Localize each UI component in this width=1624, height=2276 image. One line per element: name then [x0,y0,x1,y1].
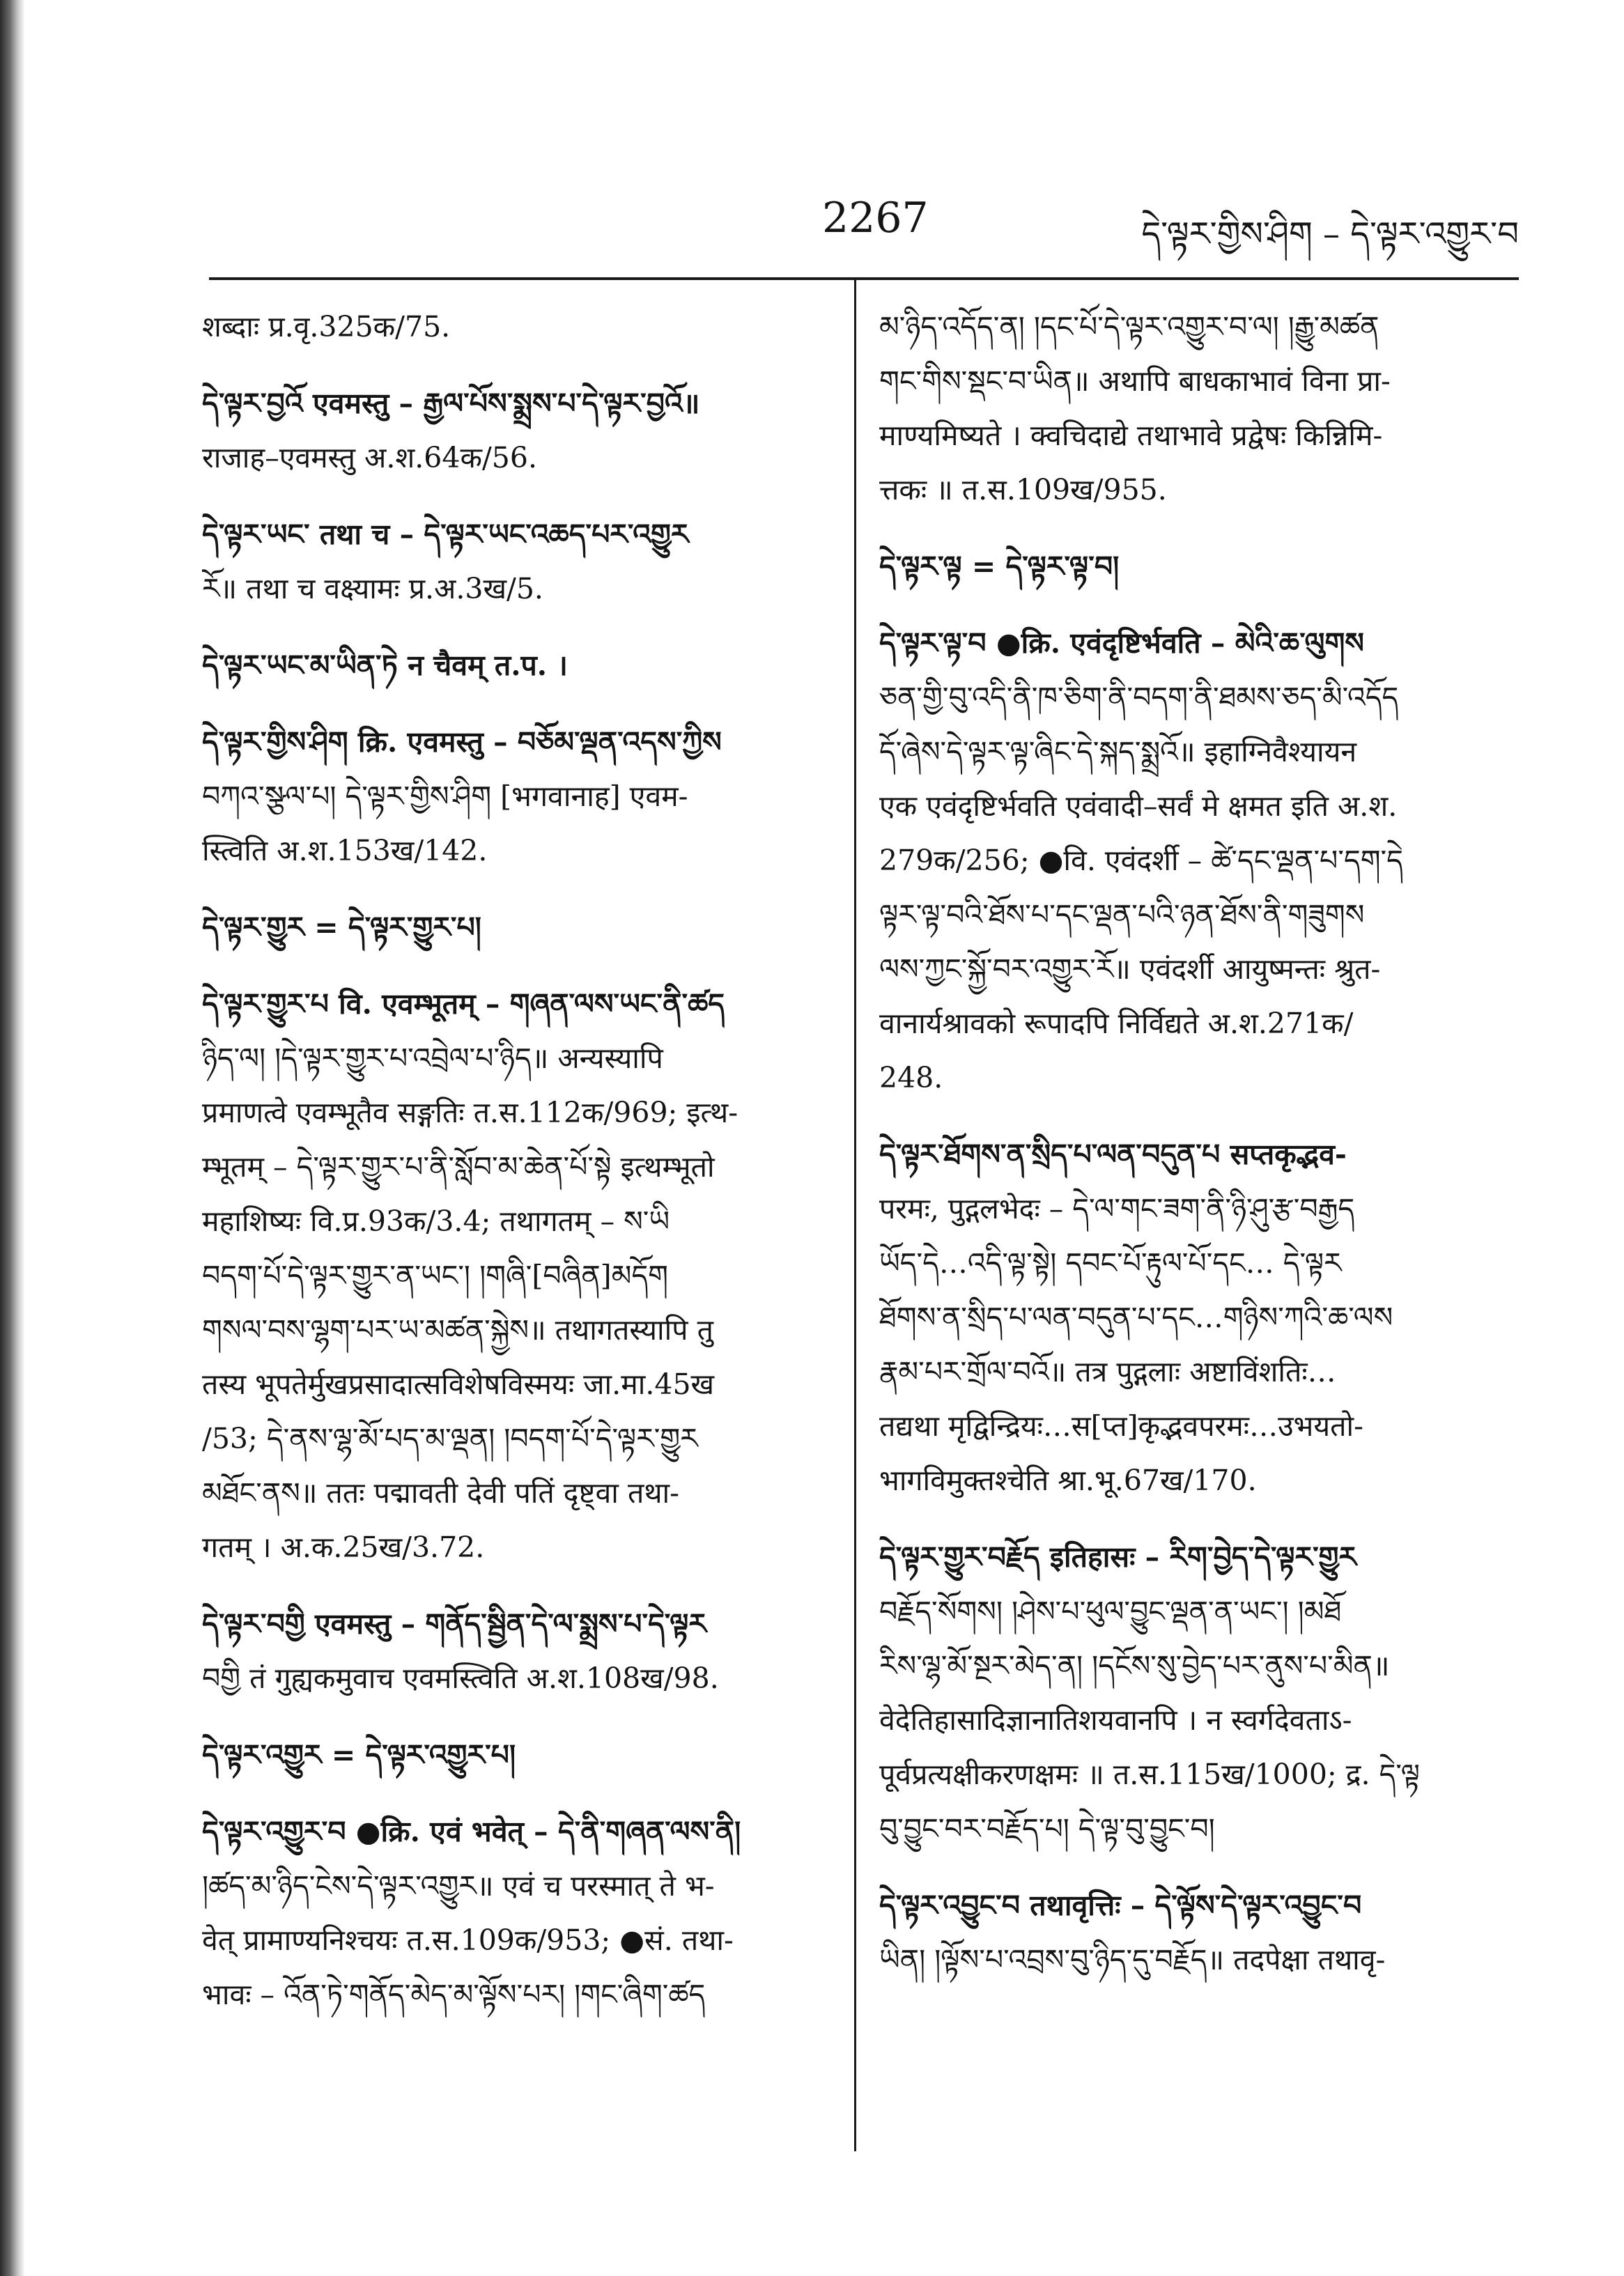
entry-headword-line: དེ་ལྟར་ལྟ = དེ་ལྟར་ལྟ་བ། [879,550,1120,583]
entry-headword-line: དེ་ལྟར་བྱའོ एवमस्तु – རྒྱལ་པོས་སྨྲས་པ་དེ་ལྟར་བྱའོ॥ [202,387,700,420]
entry-text-line: རིས་ལྷ་མོ་སྔར་མེད་ན། །དངོས་སུ་བྱེད་པར་ནུས་པ་མིན॥ [879,1649,1390,1682]
entry-text-line: शब्दाः प्र.वृ.325क/75. [202,310,451,343]
entry-text-line: །ཚད་མ་ཉིད་ངེས་དེ་ལྟར་འགྱུར॥ एवं च परस्मात् ते भ- [202,1869,715,1903]
entry-text-line: भागविमुक्तश्चेति श्रा.भू.67ख/170. [879,1464,1257,1497]
entry-headword-line: དེ་ལྟར་ཡང་མ་ཡིན་ཏེ न चैवम् त.प. । [202,649,568,682]
entry-headword-line: དེ་ལྟར་ཐོགས་ན་སྲིད་པ་ལན་བདུན་པ सप्तकृद्भव- [879,1138,1347,1171]
entry-text-line: वेदेतिहासादिज्ञानातिशयवानपि । न स्वर्गदेवताऽ- [879,1703,1352,1737]
entry-text-line: ལྟར་ལྟ་བའི་ཐོས་པ་དང་ལྡན་པའི་ཉན་ཐོས་ནི་གཟུགས [879,898,1365,931]
entry-text-line: བཀའ་སྩལ་པ། དེ་ལྟར་གྱིས་ཤིག [भगवानाह] एवम- [202,780,688,813]
entry-text-line: རྣམ་པར་གྲོལ་བའོ॥ तत्र पुद्गलाः अष्टाविंशतिः… [879,1355,1336,1388]
entry-text-line: གང་གིས་སྡང་བ་ཡིན॥ अथापि बाधकाभावं विना प्रा- [879,364,1391,398]
entry-text-line: བདག་པོ་དེ་ལྟར་གྱུར་ན་ཡང་། །གཞི་[བཞིན]མདོག [202,1259,669,1292]
page-number: 2267 [822,194,929,242]
entry-text-line: ཐོགས་ན་སྲིད་པ་ལན་བདུན་པ་དང…གཉིས་ཀའི་ཆ་ལས [879,1301,1393,1334]
entry-text-line: ལས་ཀྱང་སྐྱོ་བར་འགྱུར་རོ॥ एवंदर्शी आयुष्मन्तः श्रुत- [879,952,1381,986]
entry-text-line: भावः – འོན་ཏེ་གནོད་མེད་མ་ལྟོས་པར། །གང་ཞིག་ཚད [202,1978,706,2011]
entry-text-line: བགྱི तं गुह्यकमुवाच एवमस्त्विति अ.श.108ख/98. [202,1662,719,1695]
entry-text-line: प्रमाणत्वे एवम्भूतैव सङ्गतिः त.स.112क/969; इत्थ- [202,1096,738,1129]
header-rule [209,277,1519,280]
entry-headword-line: དེ་ལྟར་གྱུར་པ वि. एवम्भूतम् – གཞན་ལས་ཡང་ནི་ཚད [202,987,725,1021]
entry-text-line: तस्य भूपतेर्मुखप्रसादात्सविशेषविस्मयः जा.मा.45ख [202,1368,715,1401]
entry-headword-line: དེ་ལྟར་ལྟ་བ ●क्रि. एवंदृष्टिर्भवति – མེའི་ཆ་ལུགས [879,626,1364,660]
entry-text-line: पूर्वप्रत्यक्षीकरणक्षमः ॥ त.स.115ख/1000; द्र. དེ་ལྟ [879,1758,1421,1791]
entry-text-line: གསལ་བས་ལྷག་པར་ཡ་མཚན་སྐྱེས॥ तथागतस्यापि तु [202,1313,713,1347]
entry-text-line: དོ་ཞེས་དེ་ལྟར་ལྟ་ཞིང་དེ་སྐད་སྨྲའོ॥ इहाग्निवैश्यायन [879,735,1357,768]
entry-text-line: माण्यमिष्यते । क्वचिदाद्ये तथाभावे प्रद्वेषः किन्निमि- [879,419,1383,452]
entry-text-line: བརྗོད་སོགས། །ཤེས་པ་ཕུལ་བྱུང་ལྡན་ན་ཡང་། །མཐོ [879,1595,1342,1628]
entry-text-line: མ་ཉིད་འདོད་ན། །དང་པོ་དེ་ལྟར་འགྱུར་བ་ལ། །རྒྱུ་མཚན [879,310,1379,343]
entry-text-line: 248. [879,1061,943,1094]
entry-text-line: /53; དེ་ནས་ལྷ་མོ་པད་མ་ལྡན། །བདག་པོ་དེ་ལྟར་གྱུར [202,1422,698,1455]
entry-text-line: རོ॥ तथा च वक्ष्यामः प्र.अ.3ख/5. [202,572,543,605]
entry-headword-line: དེ་ལྟར་གྱུར་བརྗོད इतिहासः – རིག་བྱེད་དེ་ལྟར་གྱུར [879,1540,1357,1574]
running-head: དེ་ལྟར་གྱིས་ཤིག – དེ་ལྟར་འགྱུར་བ [1141,215,1519,254]
left-column [202,300,833,2181]
entry-text-line: राजाह–एवमस्तु अ.श.64क/56. [202,441,537,474]
entry-text-line: वेत् प्रामाण्यनिश्चयः त.स.109क/953; ●सं. तथा- [202,1923,734,1957]
entry-headword-line: དེ་ལྟར་ཡང་ तथा च – དེ་ལྟར་ཡང་འཆད་པར་འགྱུར [202,518,689,551]
entry-text-line: गतम् । अ.क.25ख/3.72. [202,1531,485,1564]
entry-text-line: ཉིད་ལ། །དེ་ལྟར་གྱུར་པ་འབྲེལ་པ་ཉིད॥ अन्यस्यापि [202,1042,663,1075]
right-column [879,300,1517,2181]
entry-headword-line: དེ་ལྟར་འགྱུར = དེ་ལྟར་འགྱུར་པ། [202,1738,516,1772]
entry-text-line: स्त्विति अ.श.153ख/142. [202,834,488,867]
column-divider [854,277,856,2151]
entry-text-line: ཅན་གྱི་བུ་འདི་ནི་ཁ་ཅིག་ནི་བདག་ནི་ཐམས་ཅད་མི་འདོད [879,681,1399,714]
entry-headword-line: དེ་ལྟར་གྱིས་ཤིག क्रि. एवमस्तु – བཅོམ་ལྡན་འདས་ཀྱིས [202,725,722,759]
entry-headword-line: དེ་ལྟར་འགྱུར་བ ●क्रि. एवं भवेत् – དེ་ནི་གཞན་ལས་ནི། [202,1815,741,1848]
entry-text-line: वानार्यश्रावको रूपादपि निर्विद्यते अ.श.271क/ [879,1007,1354,1040]
entry-text-line: ཡིན། །ལྟོས་པ་འབྲས་བུ་ཉིད་དུ་བརྗོད॥ तदपेक्षा तथावृ- [879,1943,1386,1976]
entry-text-line: एक एवंदृष्टिर्भवति एवंवादी–सर्वं मे क्षमत इति अ.श. [879,789,1398,823]
entry-headword-line: དེ་ལྟར་འབྱུང་བ तथावृत्तिः – དེ་ལྟོས་དེ་ལྟར་འབྱུང་བ [879,1889,1362,1922]
entry-text-line: तद्यथा मृद्विन्द्रियः…स[प्त]कृद्भवपरमः…उभयतो- [879,1409,1363,1443]
entry-text-line: महाशिष्यः वि.प्र.93क/3.4; तथागतम् – ས་ཡི [202,1205,670,1238]
entry-text-line: མཐོང་ནས॥ ततः पद्मावती देवी पतिं दृष्ट्वा तथा- [202,1476,679,1510]
entry-text-line: བུ་བྱུང་བར་བརྗོད་པ། དེ་ལྟ་བུ་བྱུང་བ། [879,1812,1215,1845]
entry-text-line: 279क/256; ●वि. एवंदर्शी – ཚེ་དང་ལྡན་པ་དག་དེ [879,844,1403,877]
entry-text-line: परमः, पुद्गलभेदः – དེ་ལ་གང་ཟག་ནི་ཉི་ཤུ་རྩ་བརྒྱད [879,1192,1355,1225]
entry-text-line: त्तकः ॥ त.स.109ख/955. [879,473,1167,506]
book-binding-shadow [0,0,25,2276]
entry-headword-line: དེ་ལྟར་བགྱི एवमस्तु – གནོད་སྦྱིན་དེ་ལ་སྨྲས་པ་དེ་ལྟར [202,1607,707,1641]
entry-text-line: ཡོད་དེ…འདི་ལྟ་སྟེ། དབང་པོ་རྟུལ་པོ་དང… དེ་ལྟར [879,1246,1342,1280]
entry-headword-line: དེ་ལྟར་གྱུར = དེ་ལྟར་གྱུར་པ། [202,911,481,944]
entry-text-line: म्भूतम् – དེ་ལྟར་གྱུར་པ་ནི་སློབ་མ་ཆེན་པོ་སྟེ इत्थम्भूतो [202,1150,715,1184]
